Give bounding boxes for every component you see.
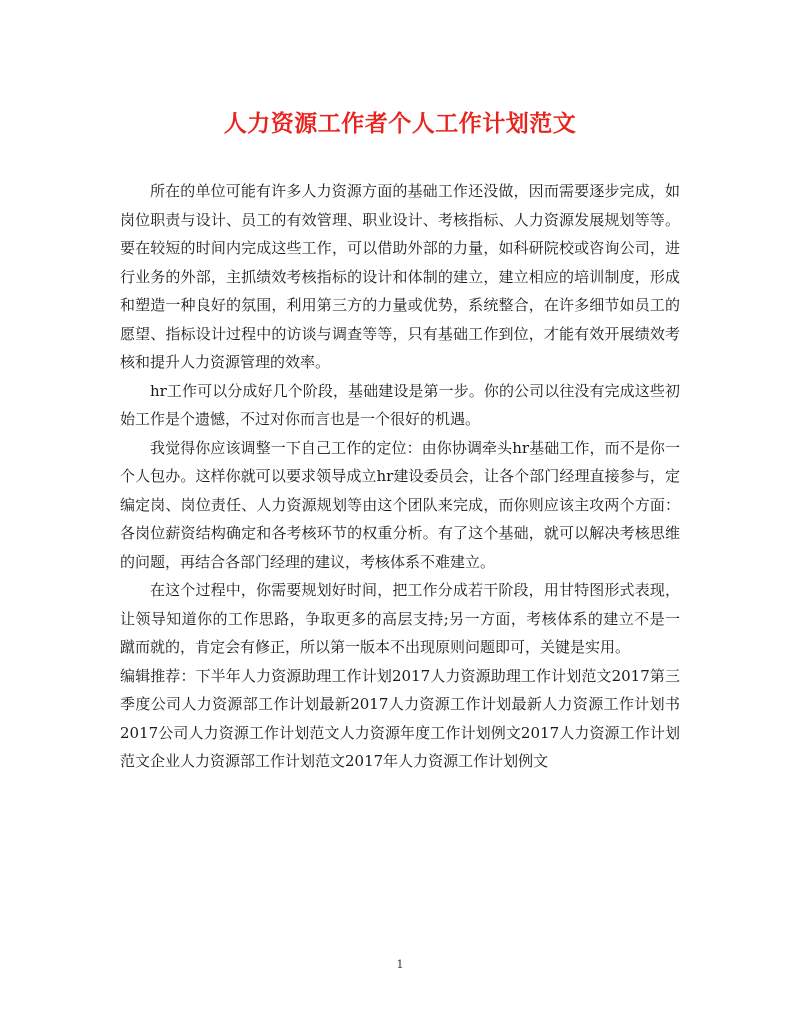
document-title: 人力资源工作者个人工作计划范文: [223, 110, 577, 137]
page-number: 1: [396, 958, 404, 971]
paragraph-2: hr工作可以分成好几个阶段，基础建设是第一步。你的公司以往没有完成这些初始工作是个遗憾，不过对你而言也是一个很好的机遇。: [120, 381, 680, 428]
editor-recommendation: 编辑推荐：下半年人力资源助理工作计划2017人力资源助理工作计划范文2017第三季度公司人力资源部工作计划最新2017人力资源工作计划最新人力资源工作计划书2017公司人力资源工作计划范文人力资源年度工作计划例文2017人力资源工作计划范文企业人力资源部工作计划范文2017年人力资源工作计划例文: [120, 666, 680, 770]
paragraph-1: 所在的单位可能有许多人力资源方面的基础工作还没做，因而需要逐步完成，如岗位职责与设计、员工的有效管理、职业设计、考核指标、人力资源发展规划等等。要在较短的时间内完成这些工作，可以借助外部的力量，如科研院校或咨询公司，进行业务的外部，主抓绩效考核指标的设计和体制的建立，建立相应的培训制度，形成和塑造一种良好的氛围，利用第三方的力量或优势，系统整合，在许多细节如员工的愿望、指标设计过程中的访谈与调查等等，只有基础工作到位，才能有效开展绩效考核和提升人力资源管理的效率。: [120, 182, 680, 371]
paragraph-3: 我觉得你应该调整一下自己工作的定位：由你协调牵头hr基础工作，而不是你一个人包办。这样你就可以要求领导成立hr建设委员会，让各个部门经理直接参与，定编定岗、岗位责任、人力资源规划等由这个团队来完成，而你则应该主攻两个方面：各岗位薪资结构确定和各考核环节的权重分析。有了这个基础，就可以解决考核思维的问题，再结合各部门经理的建议，考核体系不难建立。: [120, 438, 680, 571]
document-body: [120, 177, 680, 776]
paragraph-4: 在这个过程中，你需要规划好时间，把工作分成若干阶段，用甘特图形式表现，让领导知道你的工作思路，争取更多的高层支持;另一方面，考核体系的建立不是一蹴而就的，肯定会有修正，所以第一版本不出现原则问题即可，关键是实用。: [120, 581, 680, 656]
